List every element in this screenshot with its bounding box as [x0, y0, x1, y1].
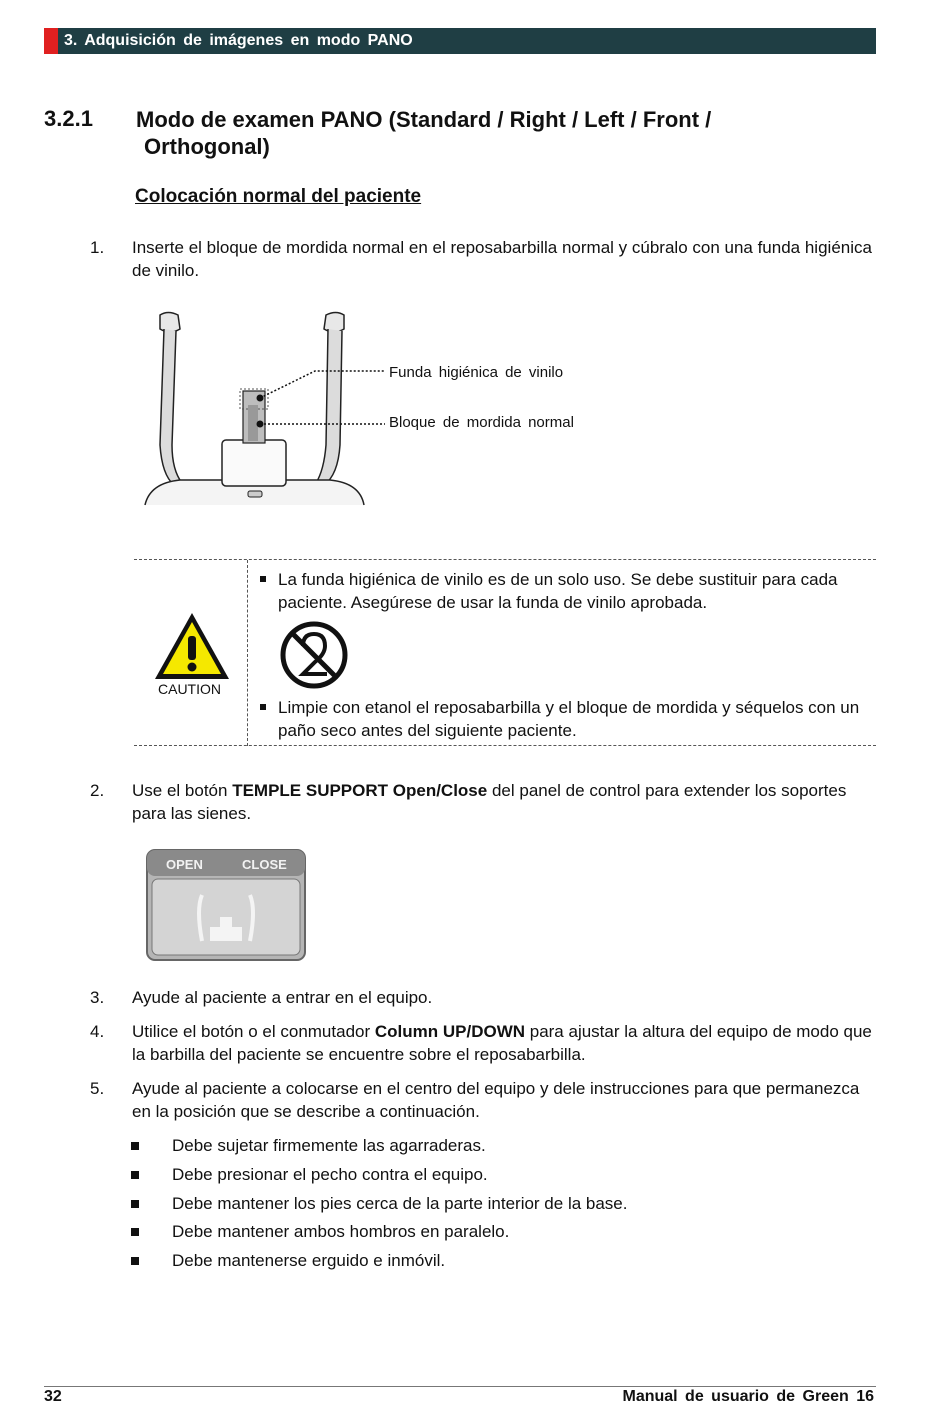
position-text: Debe mantener los pies cerca de la parte interior de la base. [172, 1194, 628, 1213]
column-updown-button-name: Column UP/DOWN [374, 1022, 526, 1041]
temple-support-button-name: TEMPLE SUPPORT Open/Close [232, 781, 488, 800]
section-title [136, 106, 816, 160]
step-number: 3. [90, 988, 105, 1007]
bullet-square [131, 1171, 139, 1179]
position-text: Debe sujetar firmemente las agarraderas. [172, 1136, 486, 1155]
bullet-square [131, 1257, 139, 1265]
caution-bullet-text: Limpie con etanol el reposabarbilla y el bloque de mordida y séquelos con un paño seco antes del siguiente paciente. [278, 698, 860, 740]
step-text: Utilice el botón o el conmutador Column UP/DOWN para ajustar la altura del equipo de modo que la barbilla del paciente se encuentre sobre el reposabarbilla. [132, 1022, 872, 1064]
caution-divider [247, 560, 248, 746]
step-number: 1. [90, 238, 105, 257]
header-title: 3. Adquisición de imágenes en modo PANO [64, 32, 413, 49]
step-text: Use el botón TEMPLE SUPPORT Open/Close del panel de control para extender los soportes para las sienes. [132, 781, 847, 823]
bullet-square [131, 1142, 139, 1150]
caution-bullet-text: La funda higiénica de vinilo es de un solo uso. Se debe sustituir para cada paciente. Asegúrese de usar la funda de vinilo aprobada. [278, 570, 838, 612]
label-vinyl-cover: Funda higiénica de vinilo [389, 364, 564, 381]
bullet-square [260, 704, 266, 710]
caution-label: CAUTION [158, 681, 221, 697]
caution-box [134, 559, 876, 746]
header-accent [44, 28, 58, 54]
step-number: 4. [90, 1022, 105, 1041]
manual-name: Manual de usuario de Green 16 [622, 1388, 874, 1405]
position-text: Debe mantener ambos hombros en paralelo. [172, 1222, 510, 1241]
section-title-line1: Modo de examen PANO (Standard / Right / Left / Front / [136, 107, 712, 132]
footer-divider [44, 1386, 876, 1387]
step-number: 5. [90, 1079, 105, 1098]
page-number: 32 [44, 1388, 62, 1405]
header-bar [44, 28, 876, 54]
section-number: 3.2.1 [44, 106, 93, 131]
bullet-square [260, 576, 266, 582]
chin-rest-figure [140, 305, 620, 515]
chin-rest-illustration [140, 305, 620, 515]
do-not-reuse-icon [279, 620, 349, 690]
step-text: Inserte el bloque de mordida normal en el reposabarbilla normal y cúbralo con una funda higiénica de vinilo. [132, 238, 872, 280]
step-text: Ayude al paciente a entrar en el equipo. [132, 988, 433, 1007]
temple-support-panel-illustration [146, 849, 306, 961]
label-bite-block: Bloque de mordida normal [389, 414, 574, 431]
section-title-line2: Orthogonal) [144, 134, 270, 159]
bullet-square [131, 1228, 139, 1236]
bullet-square [131, 1200, 139, 1208]
panel-close-label: CLOSE [242, 857, 287, 872]
step-text: Ayude al paciente a colocarse en el centro del equipo y dele instrucciones para que permanezca en la posición que se describe a continuación. [132, 1079, 860, 1121]
temple-support-panel [146, 849, 306, 961]
warning-triangle-icon [152, 610, 232, 682]
position-text: Debe presionar el pecho contra el equipo. [172, 1165, 488, 1184]
panel-open-label: OPEN [166, 857, 203, 872]
subheading: Colocación normal del paciente [135, 186, 422, 207]
step-number: 2. [90, 781, 105, 800]
position-text: Debe mantenerse erguido e inmóvil. [172, 1251, 446, 1270]
